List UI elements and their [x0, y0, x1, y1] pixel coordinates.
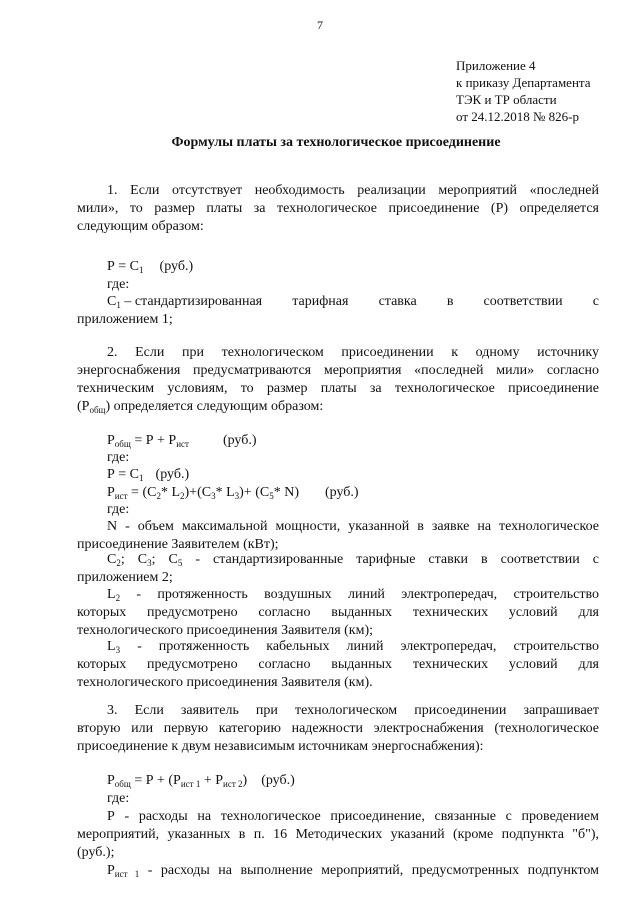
text-line: (руб.); [77, 845, 115, 860]
page-number: 7 [317, 18, 323, 32]
text-line: присоединение к двум независимым источникам энергоснабжения): [77, 739, 484, 754]
text-line: присоединение Заявителем (кВт); [77, 537, 279, 552]
text-line: приложением 1; [77, 312, 173, 327]
text-line: Р - расходы на технологическое присоединение, связанные с проведением [107, 809, 599, 824]
definition-p-source-1 [77, 862, 599, 880]
text-line: технологического присоединения Заявителя (км); [77, 623, 374, 638]
where-label: где: [107, 450, 130, 465]
formula-p: $Р = С_1$ (руб.) [107, 467, 190, 483]
text-line: техническим условиям, то размер платы за технологическое присоединение [77, 381, 599, 396]
text-line: $С_1$ – стандартизированная тарифная ставка в соответствии с [107, 294, 599, 310]
definition-p [77, 808, 599, 862]
section-3-paragraph [77, 702, 599, 756]
appendix-line: ТЭК и ТР области [456, 92, 557, 107]
text-line: энергоснабжения предусматриваются мероприятия «последней мили» согласно [77, 363, 599, 378]
text-line: N - объем максимальной мощности, указанной в заявке на технологическое [107, 519, 599, 534]
section-1-paragraph [77, 182, 599, 236]
text-line: которых предусмотрено согласно выданных технических условий для [77, 657, 599, 672]
definition-l2 [77, 586, 599, 640]
text-line: 2. Если при технологическом присоединении к одному источнику [107, 345, 599, 360]
text-line: вторую или первую категорию надежности электроснабжения (технологическое [77, 721, 599, 736]
appendix-header [456, 57, 591, 125]
text-line: $L_2$ - протяженность воздушных линий электропередач, строительство [107, 587, 599, 603]
appendix-line: от 24.12.2018 № 826-р [456, 109, 579, 124]
section-2-paragraph [77, 344, 599, 416]
where-label: где: [107, 277, 130, 292]
text-line: приложением 2; [77, 570, 173, 585]
text-line: $С_2$; $С_3$; $С_5$ - стандартизированные тарифные ставки в соответствии с [107, 552, 599, 568]
definition-n [77, 518, 599, 554]
definition-l3 [77, 638, 599, 692]
text-line: $(Р_{общ})$ определяется следующим образом: [77, 399, 324, 415]
definition-c [77, 551, 599, 587]
text-line: следующим образом: [77, 219, 204, 234]
where-label: где: [107, 791, 130, 806]
text-line: которых предусмотрено согласно выданных технических условий для [77, 605, 599, 620]
text-line: мероприятий, указанных в п. 16 Методических указаний (кроме подпункта "б"), [77, 827, 599, 842]
appendix-line: к приказу Департамента [456, 75, 591, 90]
text-line: $L_3$ - протяженность кабельных линий электропередач, строительство [107, 639, 599, 655]
formula-p-source: $Р_{ист} = (С_2*$ $L_2)+(С_3*$ $L_3)+ (С_5*$ N) (руб.) [107, 485, 359, 501]
appendix-line: Приложение 4 [456, 58, 536, 73]
definition-c1 [77, 293, 599, 329]
where-label: где: [107, 502, 130, 517]
formula-p: $Р = С_1$ (руб.) [107, 259, 194, 275]
document-title: Формулы платы за технологическое присоединение [171, 135, 501, 150]
text-line: $Р_{ист 1}$ - расходы на выполнение мероприятий, предусмотренных подпунктом [107, 863, 599, 879]
formula-p-total: $Р_{общ} = Р + Р_{ист}$ (руб.) [107, 433, 257, 449]
text-line: 1. Если отсутствует необходимость реализации мероприятий «последней [107, 183, 599, 198]
formula-p-total-two-sources: $Р_{общ} = Р + (Р_{ист 1} + Р_{ист 2})$ (руб.) [107, 773, 295, 789]
text-line: мили», то размер платы за технологическое присоединение (Р) определяется [77, 201, 599, 216]
text-line: технологического присоединения Заявителя (км). [77, 675, 373, 690]
text-line: 3. Если заявитель при технологическом присоединении запрашивает [107, 703, 599, 718]
